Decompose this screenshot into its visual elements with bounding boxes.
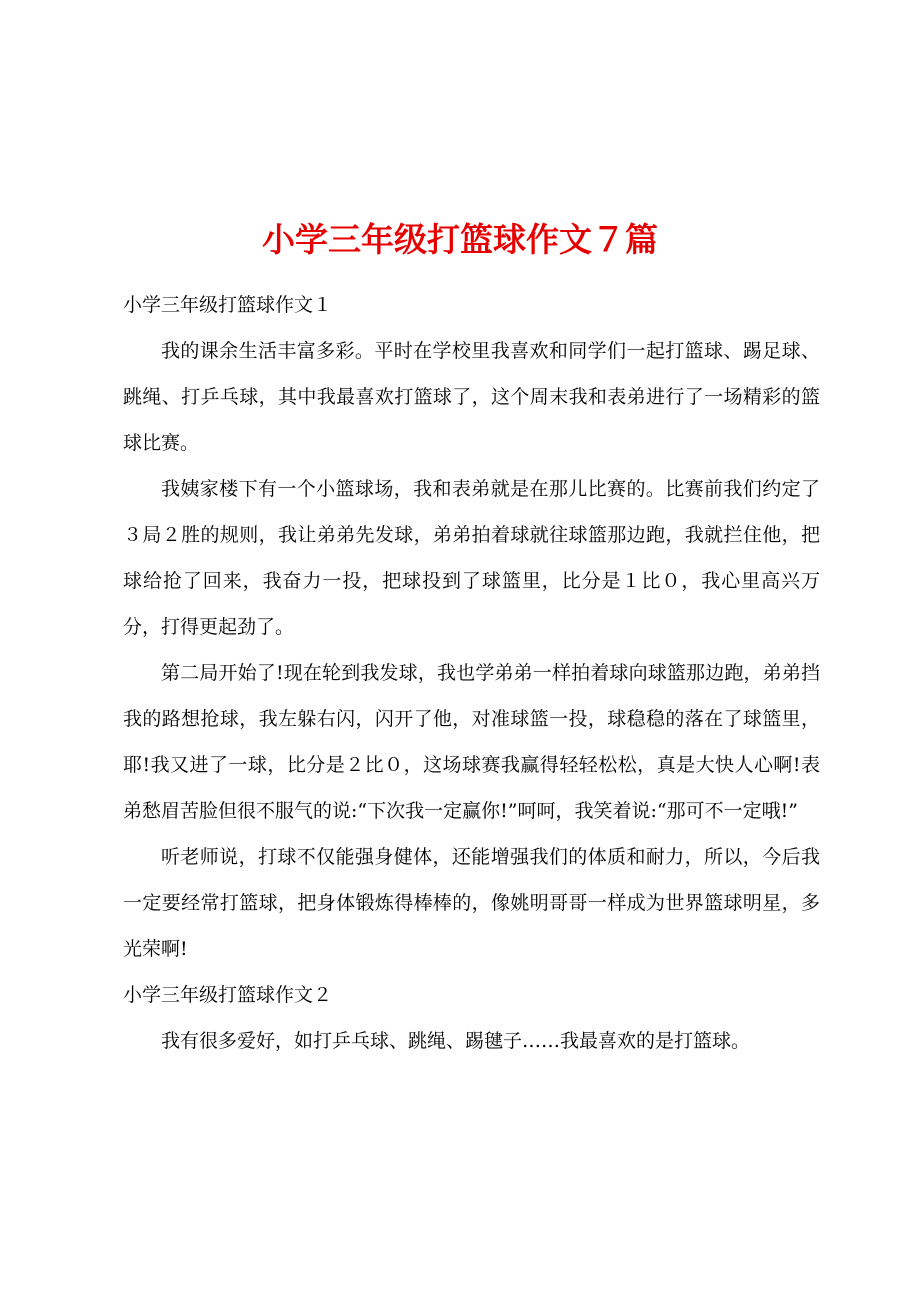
section-heading-2: 小学三年级打篮球作文２ [123, 984, 333, 1006]
page-title: 小学三年级打篮球作文７篇 [262, 220, 658, 260]
section-heading-1: 小学三年级打篮球作文１ [123, 294, 333, 316]
paragraph: 我的课余生活丰富多彩。平时在学校里我喜欢和同学们一起打篮球、踢足球、跳绳、打乒乓球，其中我最喜欢打篮球了，这个周末我和表弟进行了一场精彩的篮球比赛。 [123, 340, 820, 454]
paragraph: 我有很多爱好，如打乒乓球、跳绳、踢毽子……我最喜欢的是打篮球。 [161, 1030, 751, 1052]
paragraph: 我姨家楼下有一个小篮球场，我和表弟就是在那儿比赛的。比赛前我们约定了３局２胜的规则，我让弟弟先发球，弟弟拍着球就往球篮那边跑，我就拦住他，把球给抢了回来，我奋力一投，把球投到了球篮里，比分是１比０，我心里高兴万分，打得更起劲了。 [123, 478, 820, 638]
document-body [123, 282, 820, 1064]
paragraph: 听老师说，打球不仅能强身健体，还能增强我们的体质和耐力，所以，今后我一定要经常打篮球，把身体锻炼得棒棒的，像姚明哥哥一样成为世界篮球明星，多光荣啊! [123, 846, 820, 960]
paragraph: 第二局开始了!现在轮到我发球，我也学弟弟一样拍着球向球篮那边跑，弟弟挡我的路想抢球，我左躲右闪，闪开了他，对准球篮一投，球稳稳的落在了球篮里，耶!我又进了一球，比分是２比０，这场球赛我赢得轻轻松松，真是大快人心啊!表弟愁眉苦脸但很不服气的说:“下次我一定赢你!”呵呵，我笑着说:“那可不一定哦!” [123, 662, 820, 822]
